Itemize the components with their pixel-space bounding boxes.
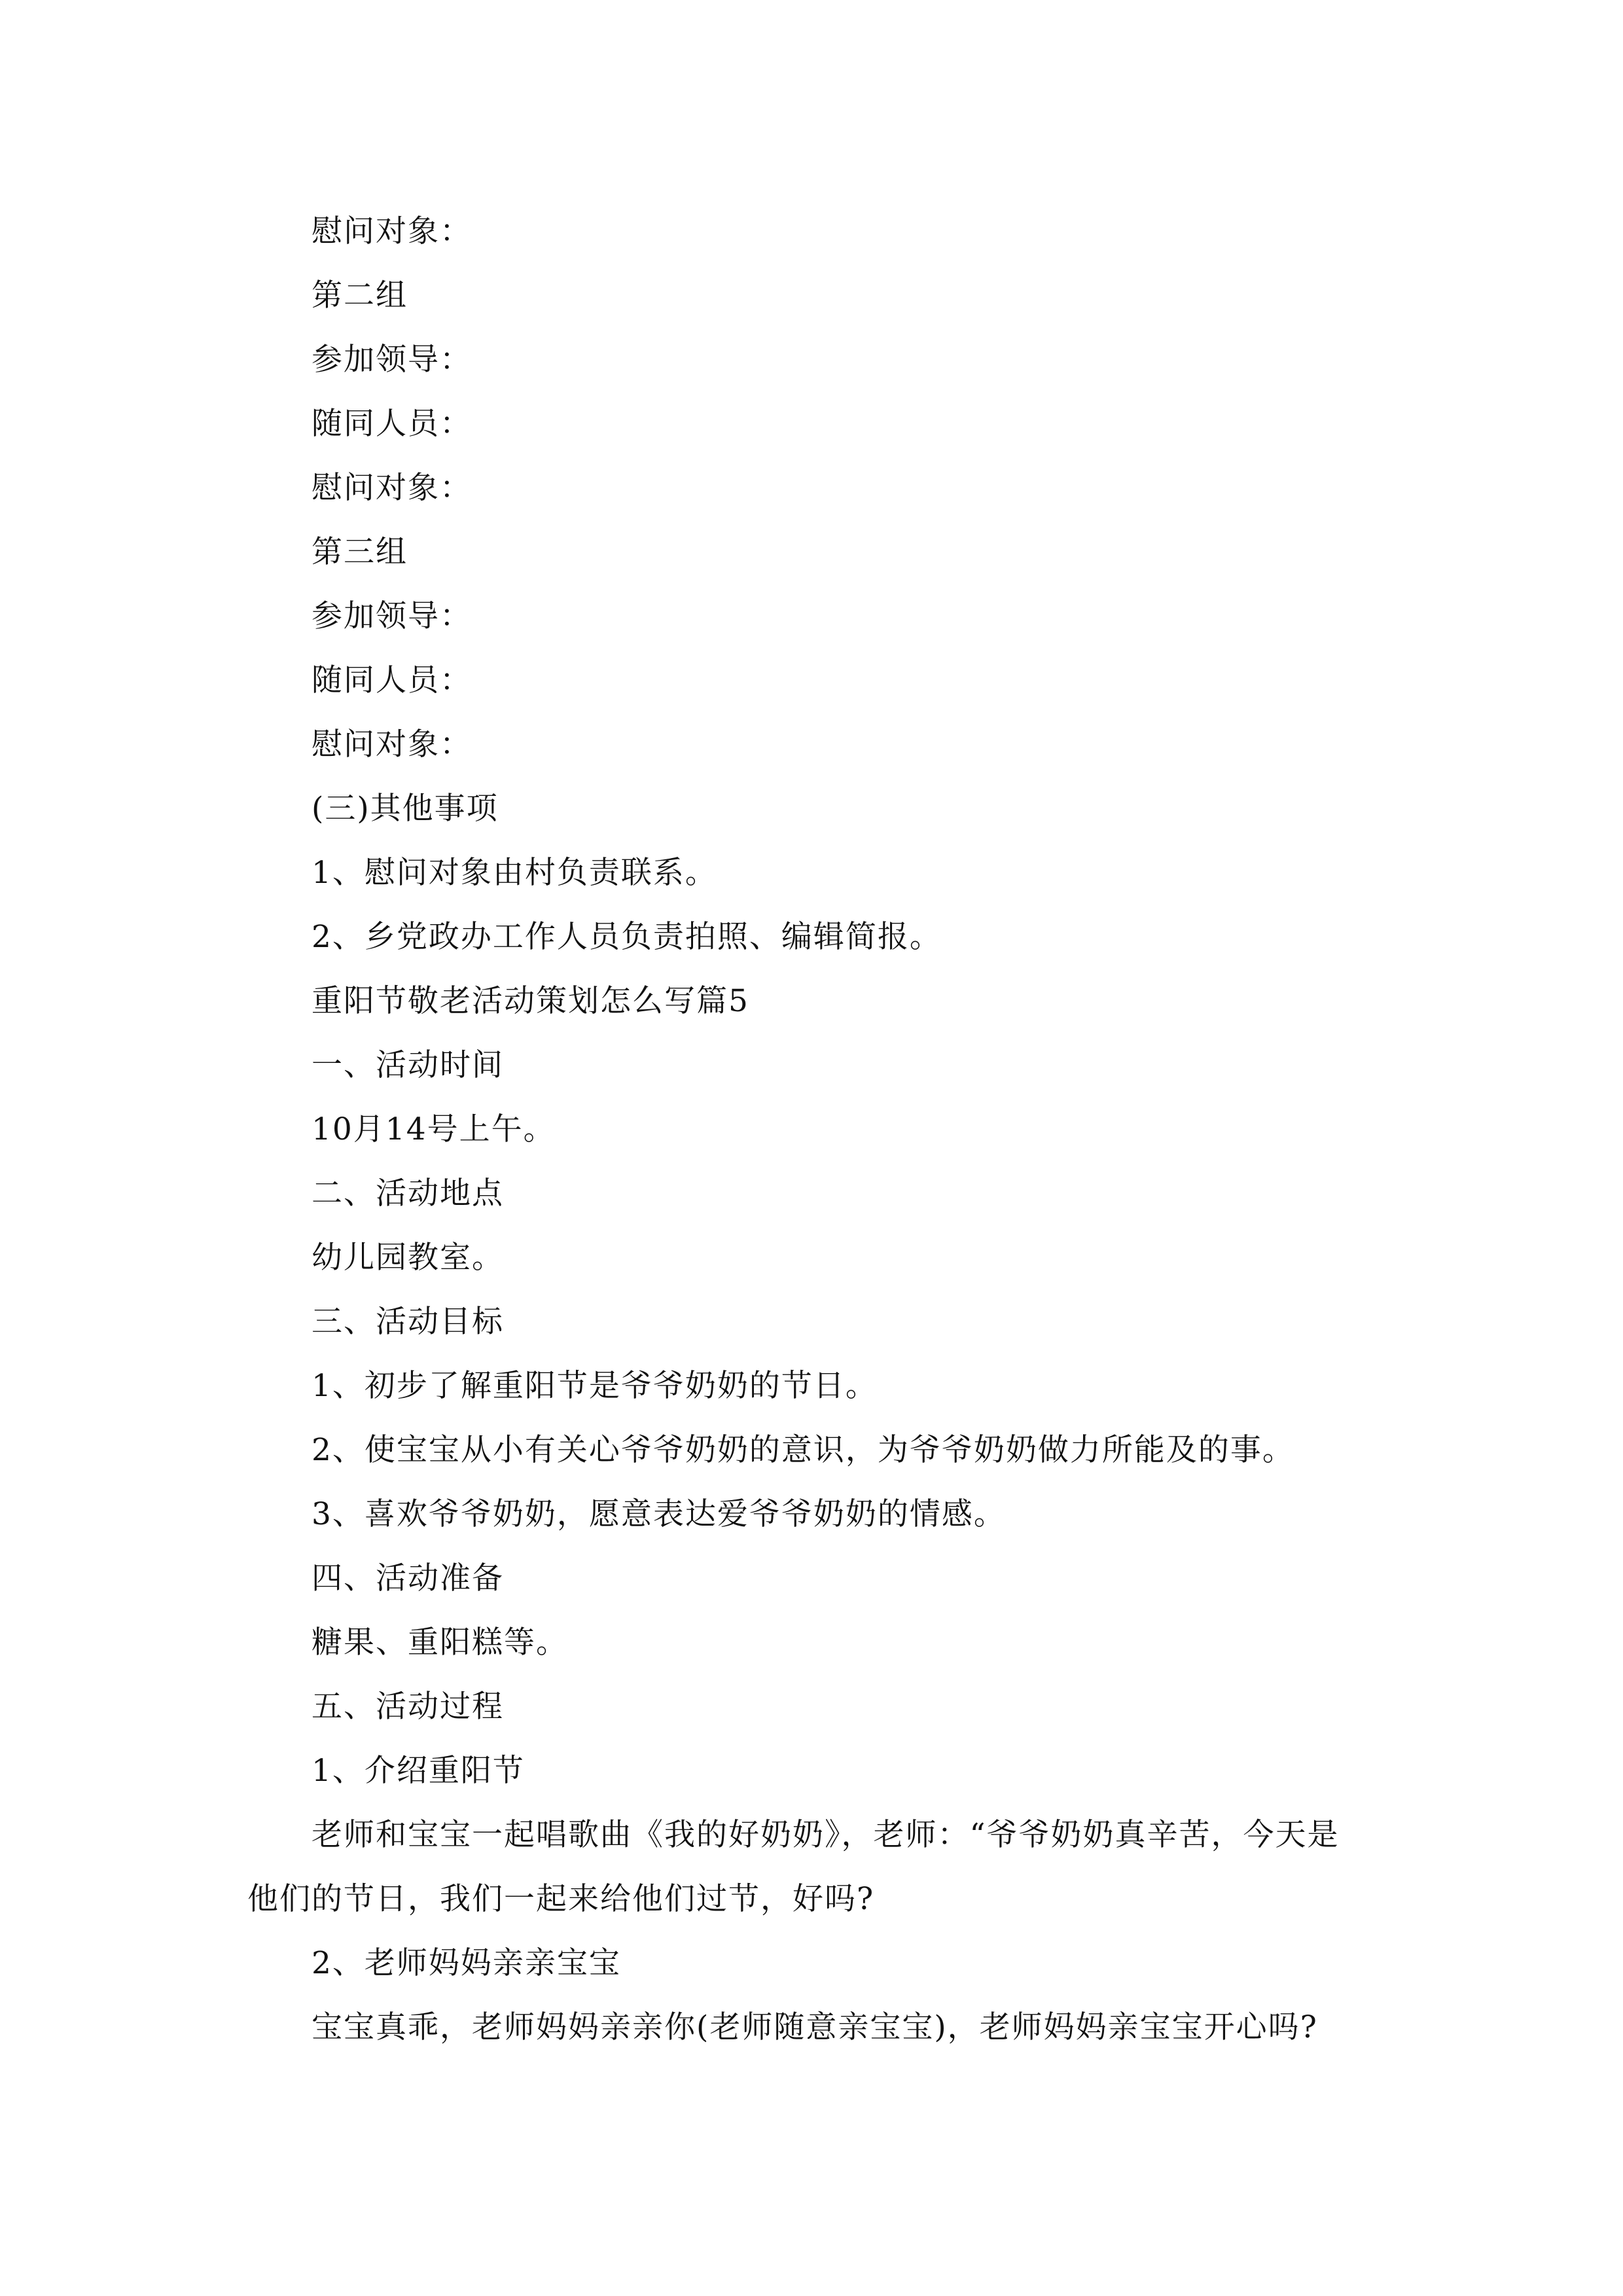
paragraph-line: 慰问对象： <box>312 726 472 762</box>
paragraph-line: 随同人员： <box>312 662 472 698</box>
section-heading: 一、活动时间 <box>312 1047 504 1083</box>
section-heading: 二、活动地点 <box>312 1175 504 1211</box>
paragraph-line: 随同人员： <box>312 406 472 442</box>
section-heading: 五、活动过程 <box>312 1689 504 1725</box>
group-heading: 第三组 <box>312 534 408 570</box>
paragraph-line: 老师和宝宝一起唱歌曲《我的好奶奶》，老师：“爷爷奶奶真辛苦，今天是 <box>312 1817 1340 1853</box>
section-heading: 三、活动目标 <box>312 1304 504 1340</box>
paragraph-line: 幼儿园教室。 <box>312 1240 504 1276</box>
list-item: 2、乡党政办工作人员负责拍照、编辑简报。 <box>312 919 942 955</box>
paragraph-line: 糖果、重阳糕等。 <box>312 1624 568 1660</box>
list-item: 3、喜欢爷爷奶奶，愿意表达爱爷爷奶奶的情感。 <box>312 1496 1006 1532</box>
paragraph-line: 10月14号上午。 <box>312 1111 556 1147</box>
paragraph-line: 宝宝真乖，老师妈妈亲亲你(老师随意亲宝宝)，老师妈妈亲宝宝开心吗? <box>312 2009 1318 2045</box>
list-item: 1、初步了解重阳节是爷爷奶奶的节日。 <box>312 1368 878 1404</box>
paragraph-line: 慰问对象： <box>312 470 472 506</box>
group-heading: 第二组 <box>312 278 408 314</box>
list-item: 2、使宝宝从小有关心爷爷奶奶的意识，为爷爷奶奶做力所能及的事。 <box>312 1432 1294 1468</box>
article-title: 重阳节敬老活动策划怎么写篇5 <box>312 983 749 1019</box>
document-body <box>247 200 1380 2060</box>
section-heading: (三)其他事项 <box>312 791 499 827</box>
list-item: 1、介绍重阳节 <box>312 1753 525 1789</box>
list-item: 1、慰问对象由村负责联系。 <box>312 855 717 891</box>
section-heading: 四、活动准备 <box>312 1560 504 1596</box>
paragraph-line: 参加领导： <box>312 598 472 634</box>
paragraph-line: 参加领导： <box>312 342 472 378</box>
list-item: 2、老师妈妈亲亲宝宝 <box>312 1945 621 1981</box>
paragraph-line: 慰问对象： <box>312 213 472 249</box>
paragraph-line: 他们的节日，我们一起来给他们过节，好吗? <box>247 1881 875 1917</box>
